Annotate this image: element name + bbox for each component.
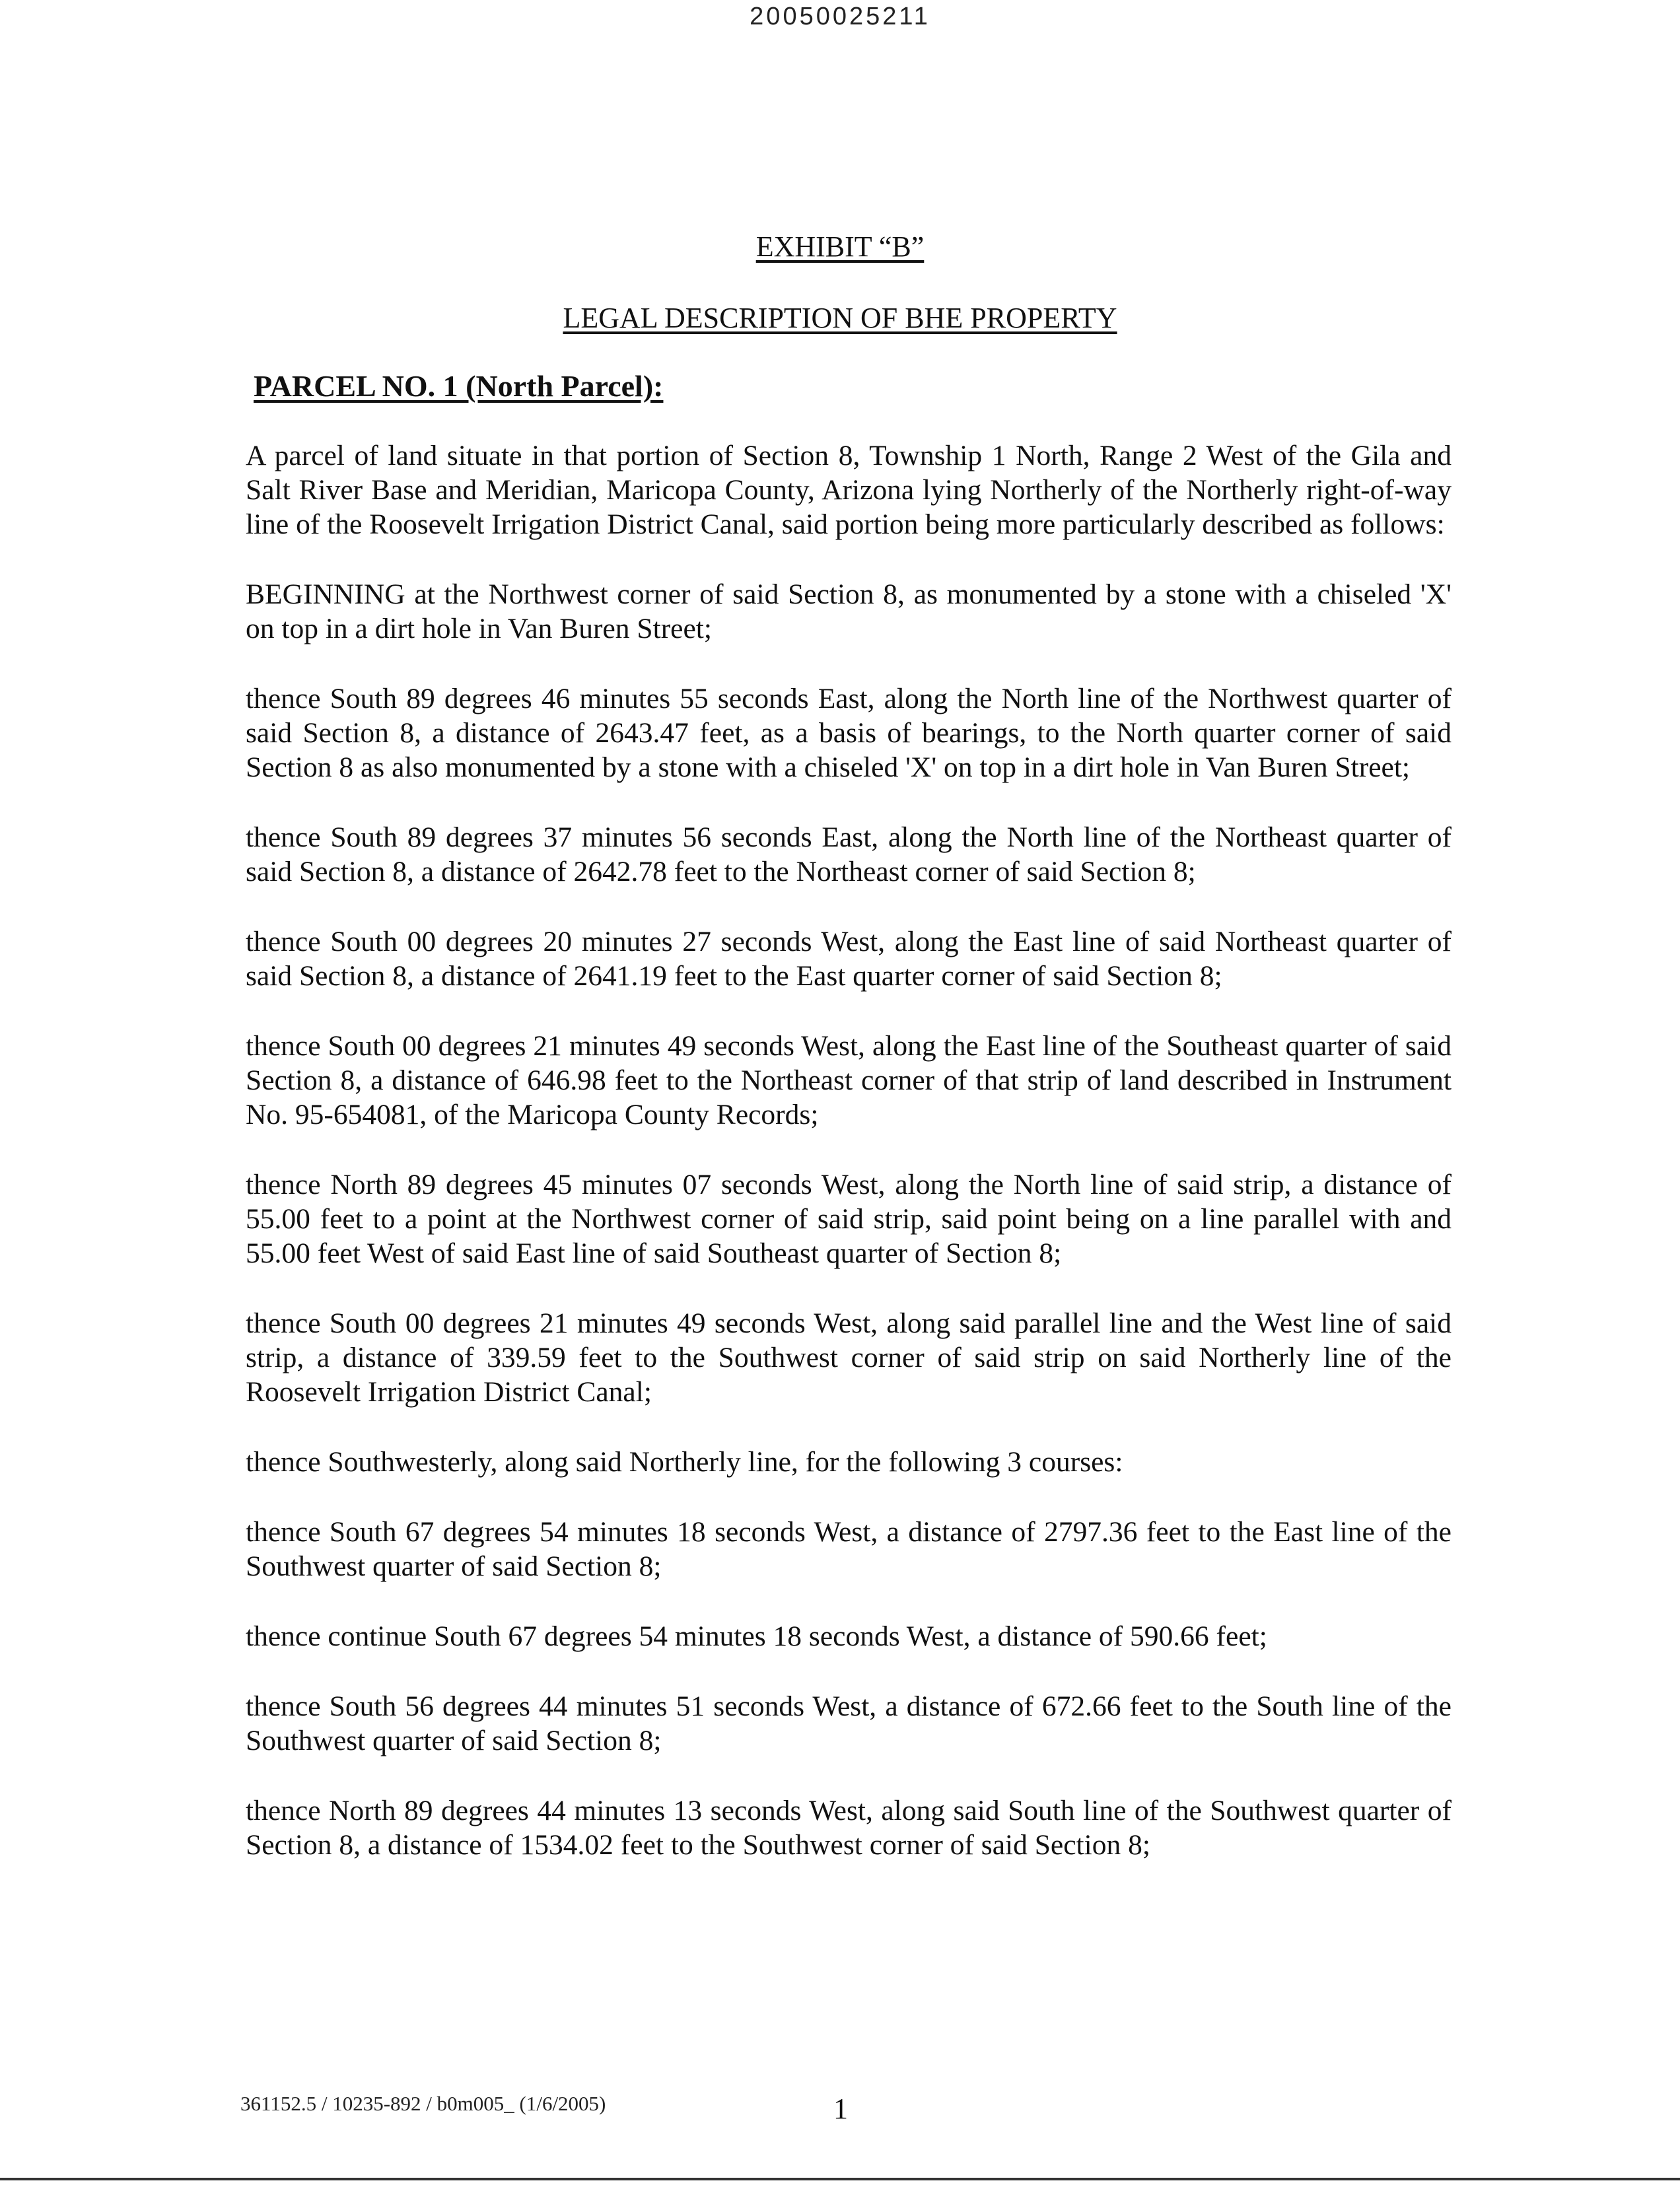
paragraph-course: thence South 56 degrees 44 minutes 51 seconds West, a distance of 672.66 feet to the South line of the Southwest quarter of said Section 8;: [246, 1690, 1452, 1756]
paragraph-course: thence North 89 degrees 44 minutes 13 seconds West, along said South line of the Southwest quarter of Section 8, a distance of 1534.02 feet to the Southwest corner of said Section 8;: [246, 1795, 1452, 1861]
recording-number: 20050025211: [750, 3, 930, 30]
legal-description-body: [246, 438, 1452, 1898]
exhibit-subtitle: LEGAL DESCRIPTION OF BHE PROPERTY: [563, 302, 1117, 334]
paragraph-course: thence continue South 67 degrees 54 minutes 18 seconds West, a distance of 590.66 feet;: [246, 1620, 1267, 1652]
paragraph-course: thence South 00 degrees 21 minutes 49 seconds West, along the East line of the Southeast quarter of said Section 8, a distance of 646.98 feet to the Northeast corner of that strip of land described in Instrument No. 95-654081, of the Maricopa County Records;: [246, 1030, 1452, 1130]
paragraph-intro: A parcel of land situate in that portion of Section 8, Township 1 North, Range 2 West of the Gila and Salt River Base and Meridian, Maricopa County, Arizona lying Northerly of the Northerly right-of-way line of the Roosevelt Irrigation District Canal, said portion being more particularly described as follows:: [246, 440, 1452, 540]
paragraph-course: thence South 00 degrees 20 minutes 27 seconds West, along the East line of said Northeast quarter of said Section 8, a distance of 2641.19 feet to the East quarter corner of said Section 8;: [246, 926, 1452, 992]
paragraph-course: thence North 89 degrees 45 minutes 07 seconds West, along the North line of said strip, a distance of 55.00 feet to a point at the Northwest corner of said strip, said point being on a line parallel with and 55.00 feet West of said East line of said Southeast quarter of Section 8;: [246, 1169, 1452, 1269]
exhibit-title: EXHIBIT “B”: [755, 230, 925, 263]
page-number: 1: [833, 2093, 848, 2125]
footer-reference: 361152.5 / 10235-892 / b0m005_ (1/6/2005): [240, 2092, 606, 2115]
paragraph-course: thence South 89 degrees 37 minutes 56 seconds East, along the North line of the Northeast quarter of said Section 8, a distance of 2642.78 feet to the Northeast corner of said Section 8;: [246, 821, 1452, 887]
paragraph-course: thence Southwesterly, along said Northerly line, for the following 3 courses:: [246, 1446, 1123, 1478]
paragraph-course: thence South 00 degrees 21 minutes 49 seconds West, along said parallel line and the West line of said strip, a distance of 339.59 feet to the Southwest corner of said strip on said Northerly line of the Roosevelt Irrigation District Canal;: [246, 1307, 1452, 1408]
paragraph-course: thence South 67 degrees 54 minutes 18 seconds West, a distance of 2797.36 feet to the East line of the Southwest quarter of said Section 8;: [246, 1516, 1452, 1582]
paragraph-beginning: BEGINNING at the Northwest corner of said Section 8, as monumented by a stone with a chiseled 'X' on top in a dirt hole in Van Buren Street;: [246, 578, 1452, 644]
parcel-heading: PARCEL NO. 1 (North Parcel):: [254, 369, 664, 403]
bottom-rule: [0, 2178, 1680, 2180]
paragraph-course: thence South 89 degrees 46 minutes 55 seconds East, along the North line of the Northwest quarter of said Section 8, a distance of 2643.47 feet, as a basis of bearings, to the North quarter corner of said Section 8 as also monumented by a stone with a chiseled 'X' on top in a dirt hole in Van Buren Street;: [246, 683, 1452, 783]
